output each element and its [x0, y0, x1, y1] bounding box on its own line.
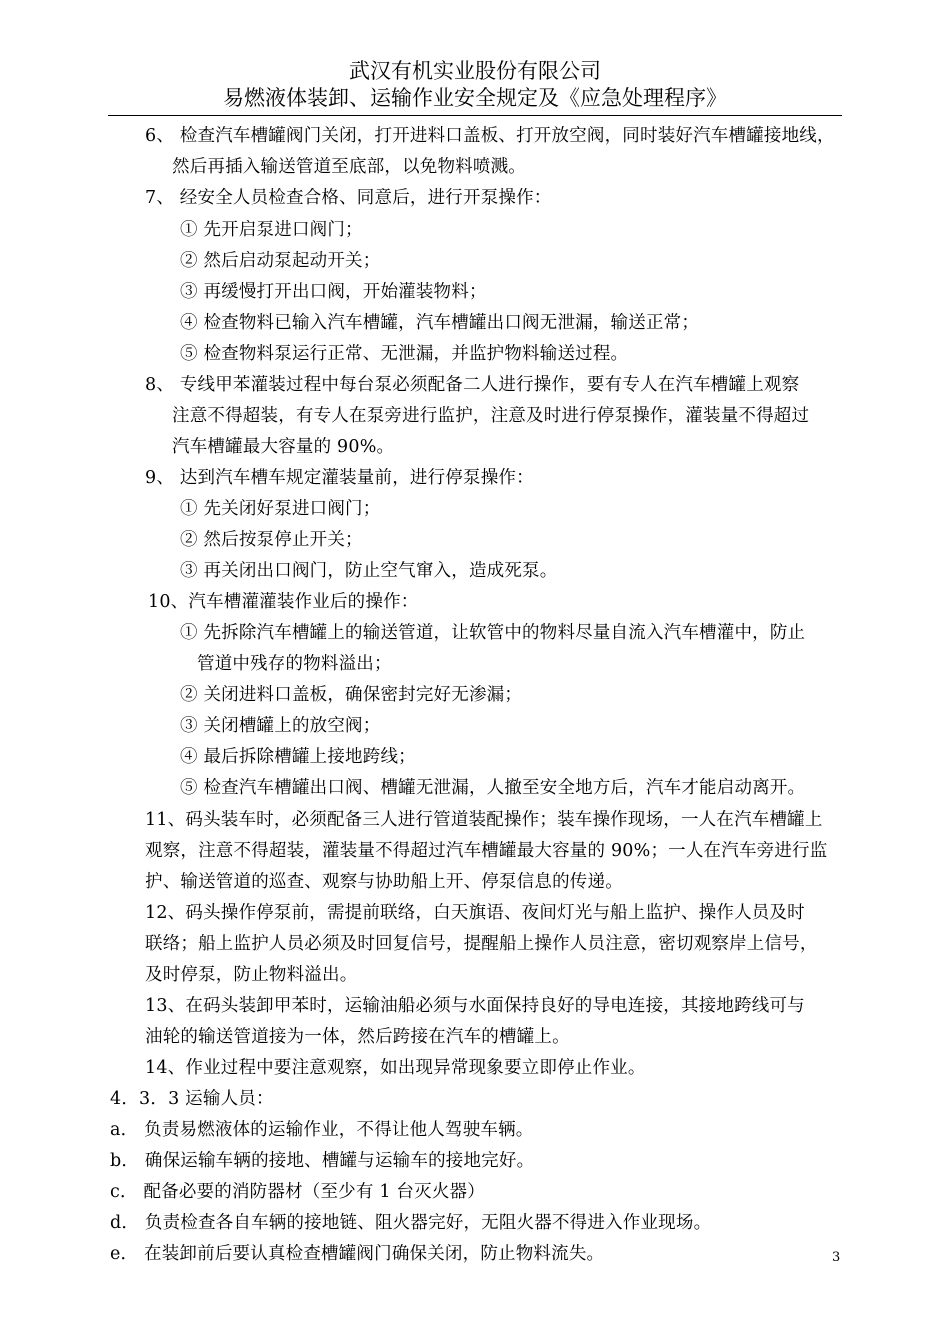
- text-line: ④ 最后拆除槽罐上接地跨线；: [180, 747, 416, 767]
- text-line: 7、 经安全人员检查合格、同意后，进行开泵操作：: [145, 188, 552, 208]
- text-line: 10、汽车槽灌灌装作业后的操作：: [148, 592, 419, 612]
- text-line: 8、 专线甲苯灌装过程中每台泵必须配备二人进行操作，要有专人在汽车槽罐上观察: [145, 375, 800, 395]
- text-line: ⑤ 检查物料泵运行正常、无泄漏，并监护物料输送过程。: [180, 344, 629, 364]
- text-line: 4．3．3 运输人员：: [110, 1089, 274, 1109]
- text-line: ① 先关闭好泵进口阀门；: [180, 499, 381, 519]
- text-line: ⑤ 检查汽车槽罐出口阀、槽罐无泄漏，人撤至安全地方后，汽车才能启动离开。: [180, 778, 806, 798]
- page-number: 3: [832, 1250, 841, 1265]
- text-line: ② 关闭进料口盖板，确保密封完好无渗漏；: [180, 685, 523, 705]
- text-line: d． 负责检查各自车辆的接地链、阻火器完好，无阻火器不得进入作业现场。: [110, 1213, 712, 1233]
- text-line: 油轮的输送管道接为一体，然后跨接在汽车的槽罐上。: [145, 1027, 570, 1047]
- text-line: a． 负责易燃液体的运输作业，不得让他人驾驶车辆。: [110, 1120, 534, 1140]
- text-line: b． 确保运输车辆的接地、槽罐与运输车的接地完好。: [110, 1151, 535, 1171]
- text-line: 及时停泵，防止物料溢出。: [145, 965, 358, 985]
- text-line: ④ 检查物料已输入汽车槽罐，汽车槽罐出口阀无泄漏，输送正常；: [180, 313, 700, 333]
- page-header: [0, 58, 950, 112]
- text-line: 6、 检查汽车槽罐阀门关闭，打开进料口盖板、打开放空阀，同时装好汽车槽罐接地线，: [145, 126, 835, 146]
- text-line: ③ 再缓慢打开出口阀，开始灌装物料；: [180, 282, 487, 302]
- text-line: ① 先拆除汽车槽罐上的输送管道，让软管中的物料尽量自流入汽车槽灌中，防止: [180, 623, 806, 643]
- text-line: 13、在码头装卸甲苯时，运输油船必须与水面保持良好的导电连接，其接地跨线可与: [145, 996, 805, 1016]
- text-line: 注意不得超装，有专人在泵旁进行监护，注意及时进行停泵操作，灌装量不得超过: [172, 406, 810, 426]
- text-line: 联络；船上监护人员必须及时回复信号，提醒船上操作人员注意，密切观察岸上信号，: [145, 934, 818, 954]
- text-line: ③ 关闭槽罐上的放空阀；: [180, 716, 381, 736]
- text-line: 汽车槽罐最大容量的 90%。: [172, 437, 395, 457]
- text-line: ② 然后启动泵起动开关；: [180, 251, 381, 271]
- text-line: e． 在装卸前后要认真检查槽罐阀门确保关闭，防止物料流失。: [110, 1244, 605, 1264]
- text-line: 11、码头装车时，必须配备三人进行管道装配操作；装车操作现场，一人在汽车槽罐上: [145, 810, 823, 830]
- text-line: 9、 达到汽车槽车规定灌装量前，进行停泵操作：: [145, 468, 534, 488]
- text-line: ③ 再关闭出口阀门，防止空气窜入，造成死泵。: [180, 561, 558, 581]
- text-line: 12、码头操作停泵前，需提前联络，白天旗语、夜间灯光与船上监护、操作人员及时: [145, 903, 805, 923]
- text-line: c． 配备必要的消防器材（至少有 1 台灭火器）: [110, 1182, 485, 1202]
- document-title: 易燃液体装卸、运输作业安全规定及《应急处理程序》: [223, 86, 727, 110]
- text-line: 14、作业过程中要注意观察，如出现异常现象要立即停止作业。: [145, 1058, 646, 1078]
- text-line: 然后再插入输送管道至底部，以免物料喷溅。: [172, 157, 526, 177]
- header-rule: [108, 115, 842, 116]
- text-line: 管道中残存的物料溢出；: [197, 654, 392, 674]
- company-name: 武汉有机实业股份有限公司: [349, 59, 601, 83]
- text-line: 护、输送管道的巡查、观察与协助船上开、停泵信息的传递。: [145, 872, 623, 892]
- text-line: 观察，注意不得超装，灌装量不得超过汽车槽罐最大容量的 90%；一人在汽车旁进行监: [145, 841, 828, 861]
- text-line: ② 然后按泵停止开关；: [180, 530, 363, 550]
- text-line: ① 先开启泵进口阀门；: [180, 220, 363, 240]
